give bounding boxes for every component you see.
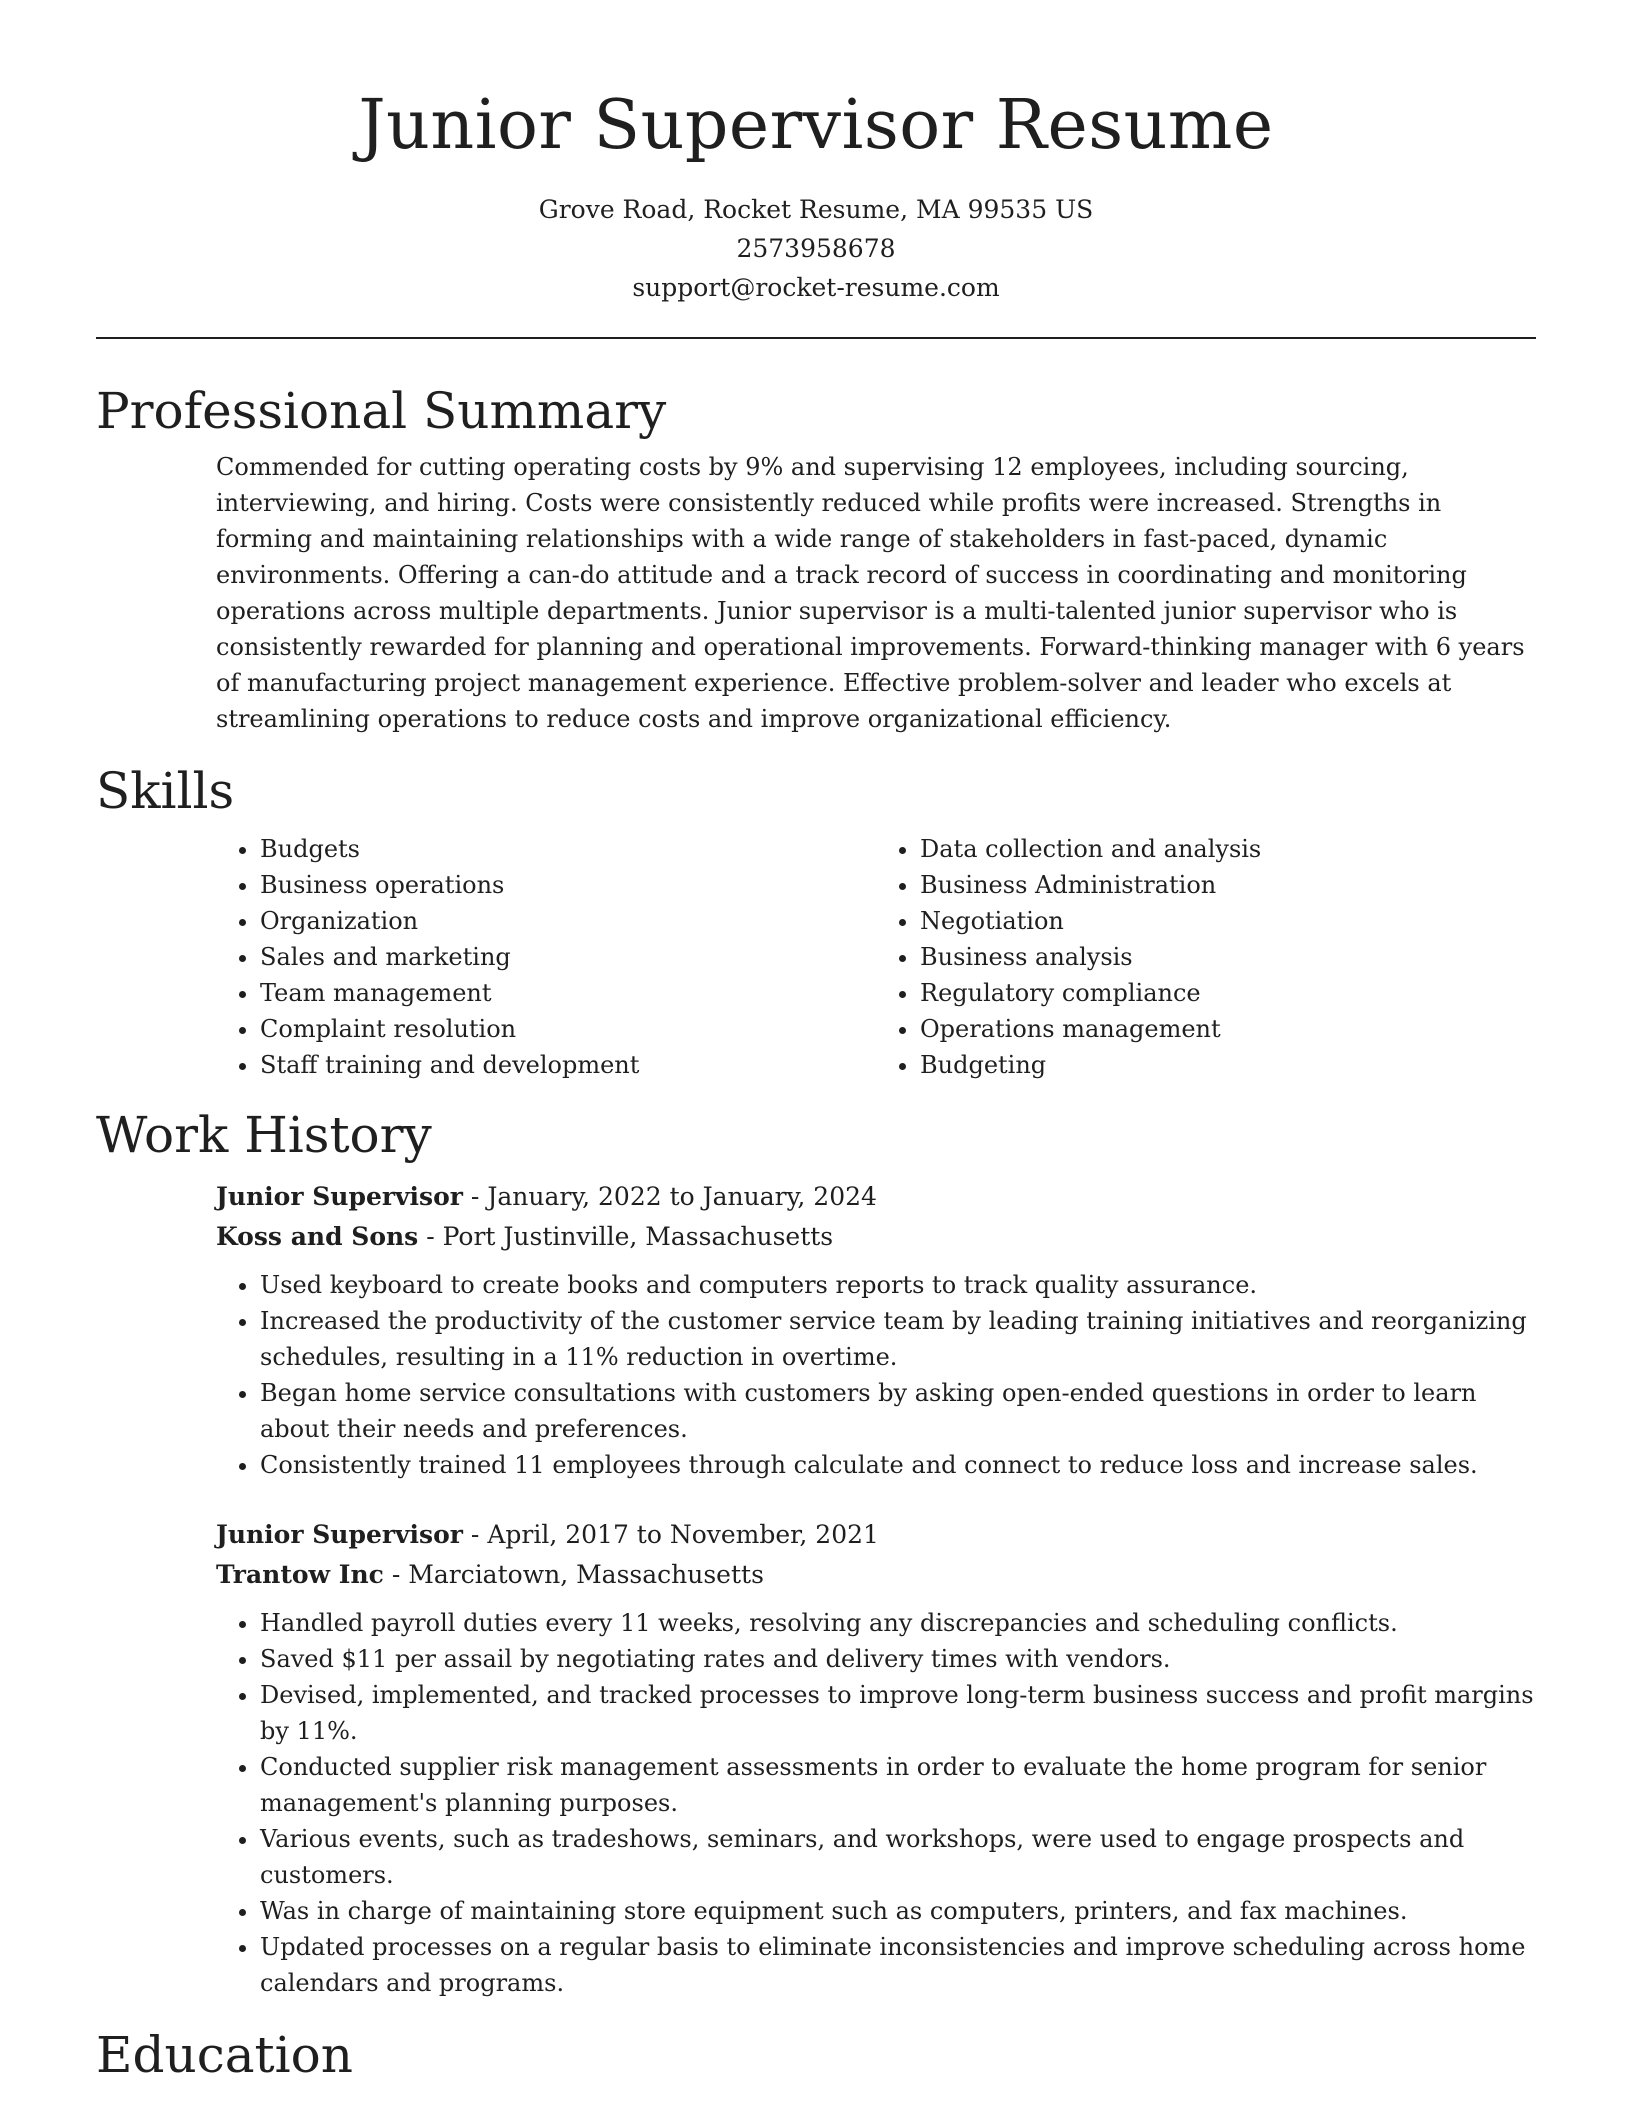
resume-title: Junior Supervisor Resume bbox=[358, 86, 1274, 165]
skills-section bbox=[96, 759, 1536, 1083]
job-bullet: • Consistently trained 11 employees through calculate and connect to reduce loss and increase sales. bbox=[260, 1447, 1536, 1483]
skills-grid bbox=[216, 831, 1536, 1083]
job-bullet: • Conducted supplier risk management assessments in order to evaluate the home program for senior management's planning purposes. bbox=[260, 1749, 1536, 1821]
job-bullet: • Saved $11 per assail by negotiating rates and delivery times with vendors. bbox=[260, 1641, 1536, 1677]
separator: - bbox=[426, 1222, 443, 1251]
job-bullet: • Updated processes on a regular basis to eliminate inconsistencies and improve scheduling across home calendars and programs. bbox=[260, 1929, 1536, 2001]
skills-list-left bbox=[216, 831, 876, 1083]
email: support@rocket-resume.com bbox=[632, 273, 1000, 302]
skill-item: • Organization bbox=[260, 903, 876, 939]
separator: - bbox=[470, 1182, 488, 1211]
work-history-heading: Work History bbox=[96, 1106, 432, 1164]
skill-item: • Business operations bbox=[260, 867, 876, 903]
job-company-line bbox=[216, 1555, 1536, 1595]
summary-heading: Professional Summary bbox=[96, 382, 667, 440]
job-company-line bbox=[216, 1217, 1536, 1257]
summary-section bbox=[96, 379, 1536, 737]
job-title: Junior Supervisor bbox=[216, 1520, 463, 1549]
skills-heading: Skills bbox=[96, 762, 235, 820]
job-dates: January, 2022 to January, 2024 bbox=[487, 1182, 877, 1211]
job-bullet: • Was in charge of maintaining store equipment such as computers, printers, and fax machines. bbox=[260, 1893, 1536, 1929]
job-bullet: • Handled payroll duties every 11 weeks, resolving any discrepancies and scheduling conflicts. bbox=[260, 1605, 1536, 1641]
job-company: Koss and Sons bbox=[216, 1222, 419, 1251]
job-location: Port Justinville, Massachusetts bbox=[442, 1222, 834, 1251]
job-bullet: • Various events, such as tradeshows, seminars, and workshops, were used to engage prospects and customers. bbox=[260, 1821, 1536, 1893]
job-bullet: • Devised, implemented, and tracked processes to improve long-term business success and profit margins by 11%. bbox=[260, 1677, 1536, 1749]
resume-header bbox=[96, 0, 1536, 307]
job-bullets bbox=[216, 1605, 1536, 2001]
skill-item: • Negotiation bbox=[920, 903, 1536, 939]
job-bullets bbox=[216, 1267, 1536, 1483]
skill-item: • Operations management bbox=[920, 1011, 1536, 1047]
skill-item: • Sales and marketing bbox=[260, 939, 876, 975]
skill-item: • Budgets bbox=[260, 831, 876, 867]
resume-page bbox=[96, 0, 1536, 2112]
job-title: Junior Supervisor bbox=[216, 1182, 463, 1211]
skill-item: • Staff training and development bbox=[260, 1047, 876, 1083]
education-section bbox=[96, 2023, 1536, 2087]
skill-item: • Business analysis bbox=[920, 939, 1536, 975]
job-title-line bbox=[216, 1177, 1536, 1217]
summary-text: Commended for cutting operating costs by 9% and supervising 12 employees, including sourcing, interviewing, and hiring. Costs were consistently reduced while profits were increased. Strengths in forming and maintaining relationships with a wide range of stakeholders in fast-paced, dynamic environments. Offering a can-do attitude and a track record of success in coordinating and monitoring operations across multiple departments. Junior supervisor is a multi-talented junior supervisor who is consistently rewarded for planning and operational improvements. Forward-thinking manager with 6 years of manufacturing project management experience. Effective problem-solver and leader who excels at streamlining operations to reduce costs and improve organizational efficiency. bbox=[216, 453, 1525, 733]
work-history-section bbox=[96, 1103, 1536, 2001]
job-location: Marciatown, Massachusetts bbox=[408, 1560, 764, 1589]
job-entry bbox=[216, 1177, 1536, 1483]
job-bullet: • Began home service consultations with customers by asking open-ended questions in order to learn about their needs and preferences. bbox=[260, 1375, 1536, 1447]
skill-item: • Complaint resolution bbox=[260, 1011, 876, 1047]
job-entry bbox=[216, 1515, 1536, 2001]
separator: - bbox=[470, 1520, 488, 1549]
job-dates: April, 2017 to November, 2021 bbox=[487, 1520, 879, 1549]
address: Grove Road, Rocket Resume, MA 99535 US bbox=[538, 195, 1094, 224]
skill-item: • Team management bbox=[260, 975, 876, 1011]
skill-item: • Budgeting bbox=[920, 1047, 1536, 1083]
contact-block bbox=[96, 190, 1536, 307]
job-bullet: • Used keyboard to create books and computers reports to track quality assurance. bbox=[260, 1267, 1536, 1303]
education-heading: Education bbox=[96, 2026, 353, 2084]
job-company: Trantow Inc bbox=[216, 1560, 384, 1589]
header-divider bbox=[96, 337, 1536, 339]
job-bullet: • Increased the productivity of the customer service team by leading training initiatives and reorganizing schedules, resulting in a 11% reduction in overtime. bbox=[260, 1303, 1536, 1375]
skills-list-right bbox=[876, 831, 1536, 1083]
job-title-line bbox=[216, 1515, 1536, 1555]
skill-item: • Data collection and analysis bbox=[920, 831, 1536, 867]
separator: - bbox=[391, 1560, 409, 1589]
phone: 2573958678 bbox=[736, 234, 896, 263]
skill-item: • Regulatory compliance bbox=[920, 975, 1536, 1011]
skill-item: • Business Administration bbox=[920, 867, 1536, 903]
